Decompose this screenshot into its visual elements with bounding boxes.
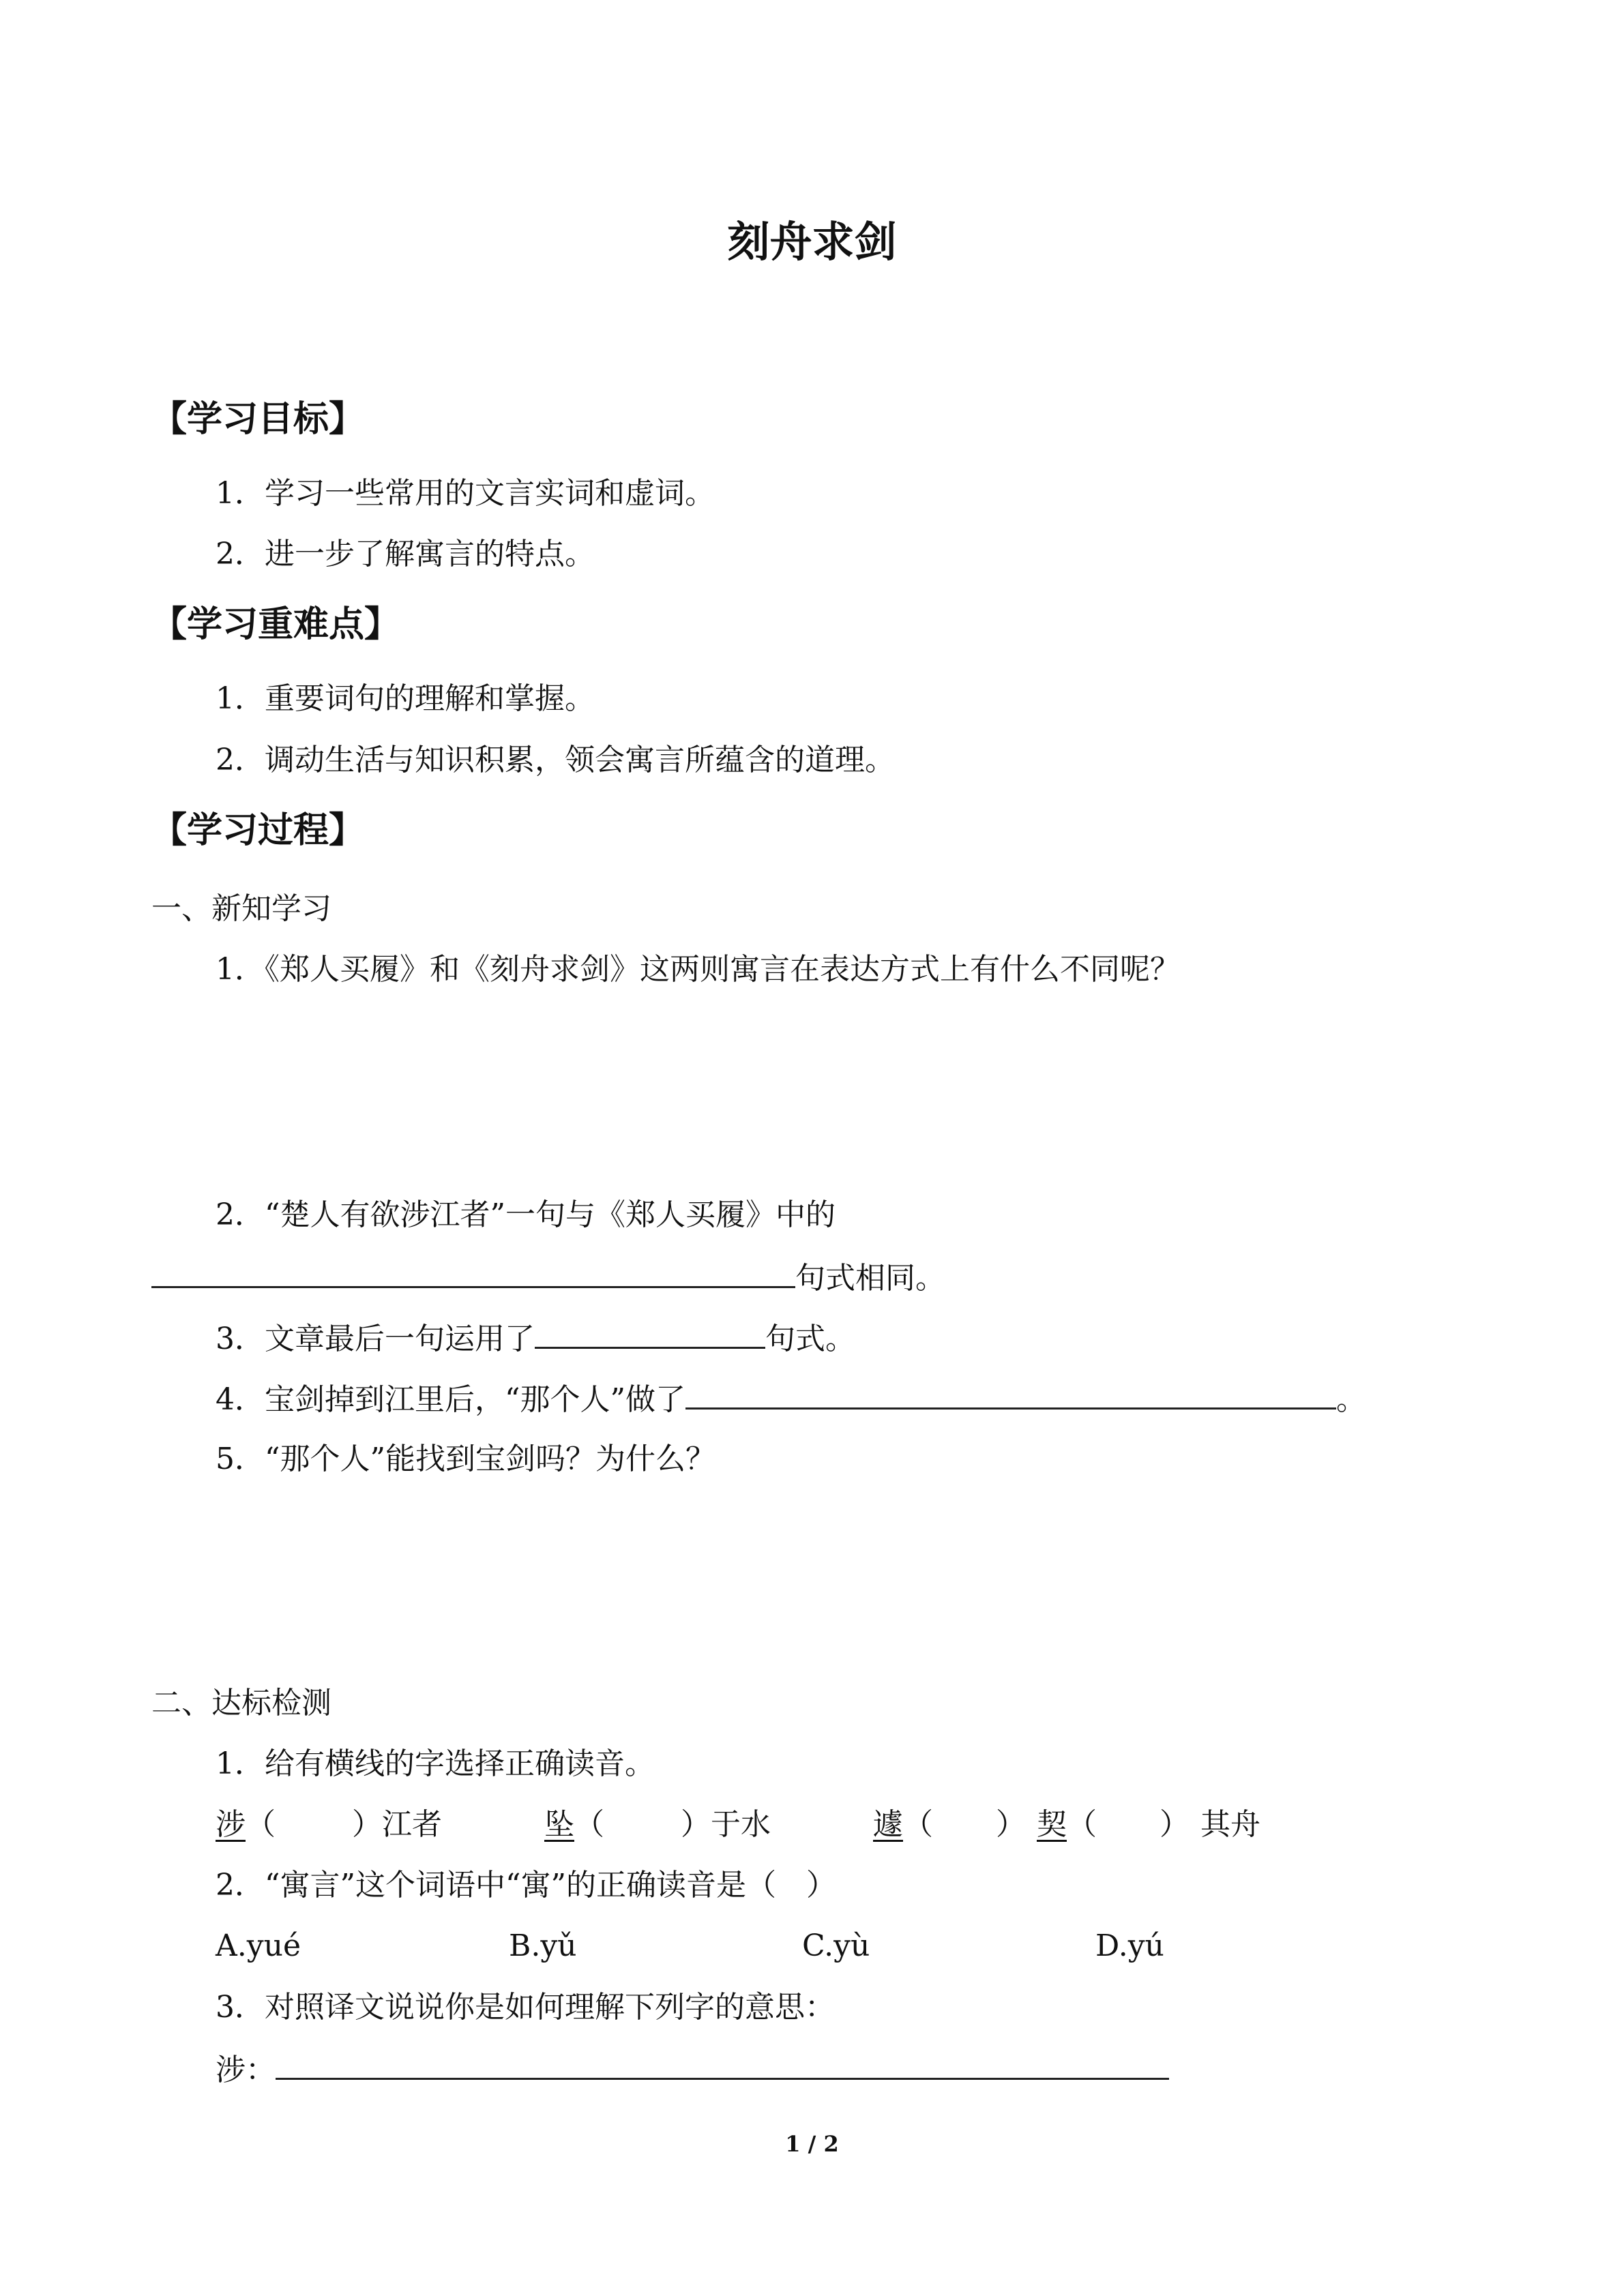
section-heading-goals: 【学习目标】 <box>151 399 365 440</box>
word-suffix: 其舟 <box>1200 1807 1260 1842</box>
part1-question-1: 1．《郑人买履》和《刻舟求剑》这两则寓言在表达方式上有什么不同呢？ <box>216 952 1180 987</box>
part2-heading: 二、达标检测 <box>151 1686 331 1720</box>
underlined-char: 遽 <box>873 1807 903 1842</box>
page-number: 1 / 2 <box>785 2131 839 2157</box>
option-d: D.yú <box>1095 1928 1164 1963</box>
part2-question-3-item <box>216 2048 1169 2091</box>
question-3-suffix: 句式。 <box>765 1322 855 1356</box>
underlined-char: 坠 <box>544 1807 574 1842</box>
answer-blank[interactable] <box>535 1317 765 1349</box>
option-c: C.yù <box>802 1928 870 1963</box>
answer-blank[interactable] <box>151 1256 795 1288</box>
paren-close: ） <box>681 1807 711 1842</box>
part1-question-2: 2．“楚人有欲涉江者”一句与《郑人买履》中的 <box>216 1197 836 1232</box>
answer-blank[interactable] <box>685 1377 1336 1410</box>
paren-close: ） <box>1160 1807 1190 1842</box>
part2-question-2: 2．“寓言”这个词语中“寓”的正确读音是（ ） <box>216 1868 836 1903</box>
word-suffix: 江者 <box>382 1807 442 1842</box>
paren-close: ） <box>352 1807 382 1842</box>
option-a: A.yué <box>216 1928 301 1963</box>
goal-item-1: 1．学习一些常用的文言实词和虚词。 <box>216 476 715 511</box>
key-point-item-1: 1．重要词句的理解和掌握。 <box>216 681 595 716</box>
goal-item-2: 2．进一步了解寓言的特点。 <box>216 537 595 571</box>
option-b: B.yǔ <box>509 1928 577 1963</box>
document-title: 刻舟求剑 <box>727 217 897 267</box>
section-heading-key-points: 【学习重难点】 <box>151 604 400 645</box>
section-heading-process: 【学习过程】 <box>151 810 365 851</box>
question-4-text: 4．宝剑掉到江里后，“那个人”做了 <box>216 1382 685 1417</box>
paren-open: （ <box>903 1807 933 1842</box>
part1-question-3 <box>216 1317 855 1360</box>
underlined-char: 涉 <box>216 1807 246 1842</box>
part2-question-1: 1．给有横线的字选择正确读音。 <box>216 1746 655 1781</box>
part1-question-4 <box>216 1377 1366 1420</box>
answer-blank[interactable] <box>276 2048 1169 2080</box>
underlined-char: 契 <box>1037 1807 1067 1842</box>
question-2-suffix: 句式相同。 <box>795 1261 945 1296</box>
part2-question-3: 3．对照译文说说你是如何理解下列字的意思： <box>216 1990 835 2025</box>
part1-question-5: 5．“那个人”能找到宝剑吗？为什么？ <box>216 1442 715 1476</box>
paren-open: （ <box>246 1807 276 1842</box>
word-suffix: 于水 <box>711 1807 771 1842</box>
key-point-item-2: 2．调动生活与知识积累，领会寓言所蕴含的道理。 <box>216 743 895 777</box>
item-label: 涉： <box>216 2053 276 2087</box>
part1-heading: 一、新知学习 <box>151 891 331 926</box>
paren-open: （ <box>574 1807 604 1842</box>
part1-question-2-cont <box>151 1256 945 1299</box>
question-4-suffix: 。 <box>1335 1382 1366 1417</box>
question-3-text: 3．文章最后一句运用了 <box>216 1322 535 1356</box>
paren-open: （ <box>1067 1807 1097 1842</box>
paren-close: ） <box>996 1807 1026 1842</box>
